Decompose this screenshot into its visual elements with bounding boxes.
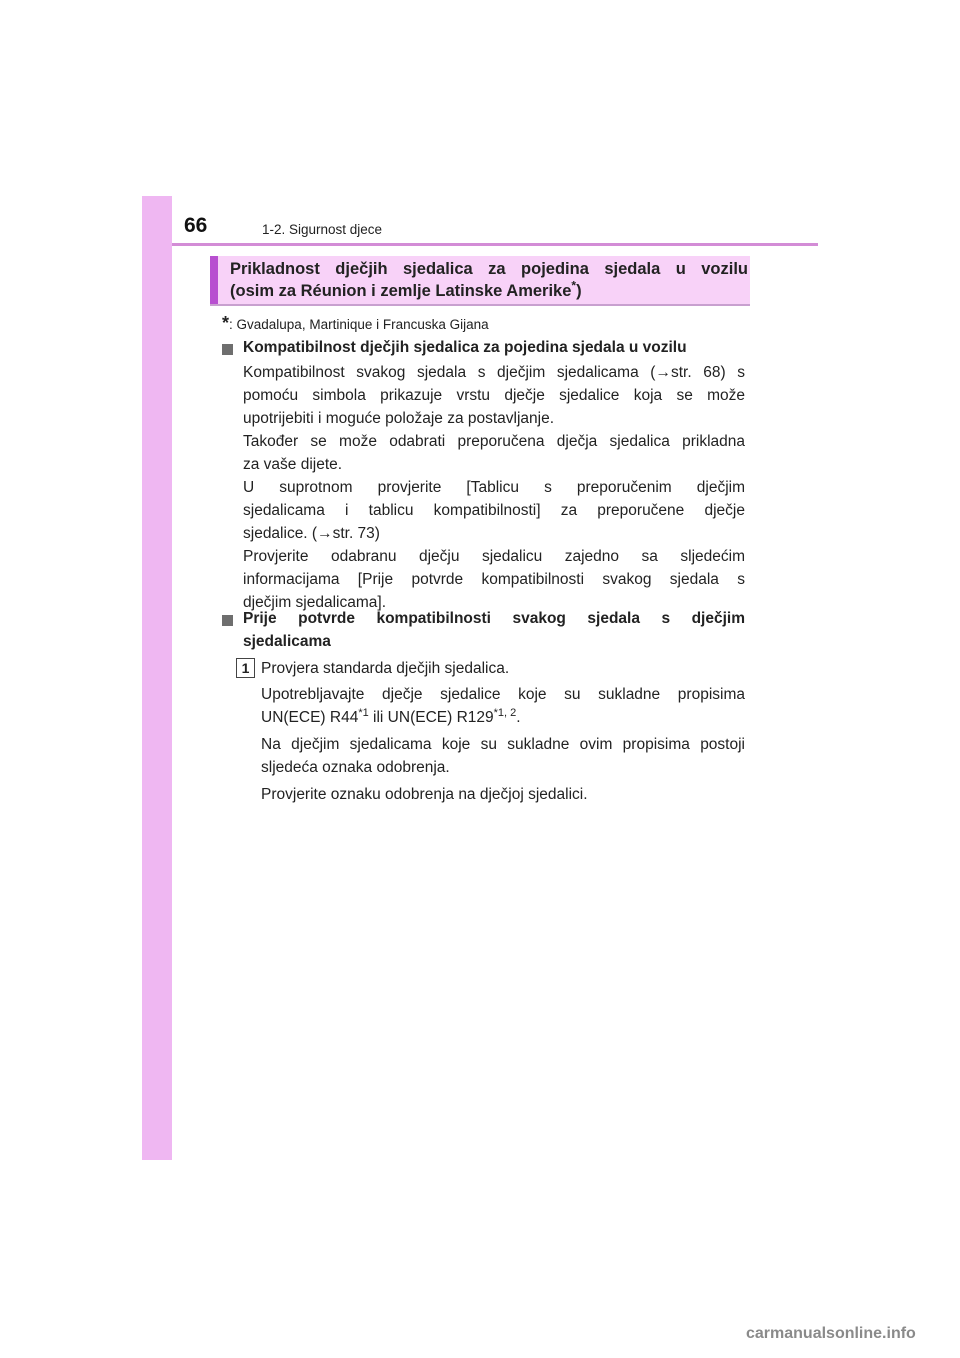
section-heading-before-check-line-2: sjedalicama — [243, 633, 331, 650]
topic-title-line-1: Prikladnost dječjih sjedalica za pojedina sjedala u vozilu — [230, 260, 748, 278]
body-line: informacijama [Prije potvrde kompatibilnosti svakog sjedala s — [243, 571, 745, 588]
body-line: dječjim sjedalicama]. — [243, 594, 386, 611]
footnote-marker: * — [571, 278, 577, 293]
body-line: upotrijebiti i moguće položaje za postavljanje. — [243, 410, 555, 427]
body-line: U suprotnom provjerite [Tablicu s preporučenim dječjim — [243, 479, 745, 496]
body-line: pomoću simbola prikazuje vrstu dječje sjedalice koja se može — [243, 387, 745, 404]
bullet-square-icon — [222, 344, 233, 355]
body-line: sjedalice. (→str. 73) — [243, 525, 380, 542]
topic-title-box — [210, 256, 750, 304]
body-line: Kompatibilnost svakog sjedala s dječjim sjedalicama (→str. 68) s — [243, 364, 745, 381]
bullet-square-icon — [222, 615, 233, 626]
watermark: carmanualsonline.info — [746, 1325, 916, 1342]
body-line: Također se može odabrati preporučena dječja sjedalica prikladna — [243, 433, 745, 450]
section-title: 1-2. Sigurnost djece — [262, 222, 383, 237]
body-line: sjedalicama i tablicu kompatibilnosti] za preporučene dječje — [243, 502, 745, 519]
step-number-badge: 1 — [236, 658, 255, 678]
body-line: Provjerite oznaku odobrenja na dječjoj sjedalici. — [261, 786, 588, 803]
chapter-side-band — [142, 196, 172, 1160]
page-number: 66 — [184, 214, 208, 237]
step-title: Provjera standarda dječjih sjedalica. — [261, 660, 510, 677]
body-line: sljedeća oznaka odobrenja. — [261, 759, 450, 776]
footnote: *: Gvadalupa, Martinique i Francuska Gijana — [222, 313, 489, 333]
body-line: Na dječjim sjedalicama koje su sukladne ovim propisima postoji — [261, 736, 745, 753]
body-line: Provjerite odabranu dječju sjedalicu zajedno sa sljedećim — [243, 548, 745, 565]
section-heading-compatibility: Kompatibilnost dječjih sjedalica za pojedina sjedala u vozilu — [243, 339, 687, 356]
body-line-standards: UN(ECE) R44$^{*1}$ ili UN(ECE) R129$^{*1, 2}$. — [261, 706, 521, 726]
body-line: Upotrebljavajte dječje sjedalice koje su sukladne propisima — [261, 686, 745, 703]
section-heading-before-check: Prije potvrde kompatibilnosti svakog sjedala s dječjim — [243, 610, 745, 627]
body-line: za vaše dijete. — [243, 456, 343, 473]
header-divider — [172, 243, 818, 246]
topic-title-line-2: (osim za Réunion i zemlje Latinske Amerike*) — [230, 278, 582, 300]
title-underline — [210, 304, 750, 306]
